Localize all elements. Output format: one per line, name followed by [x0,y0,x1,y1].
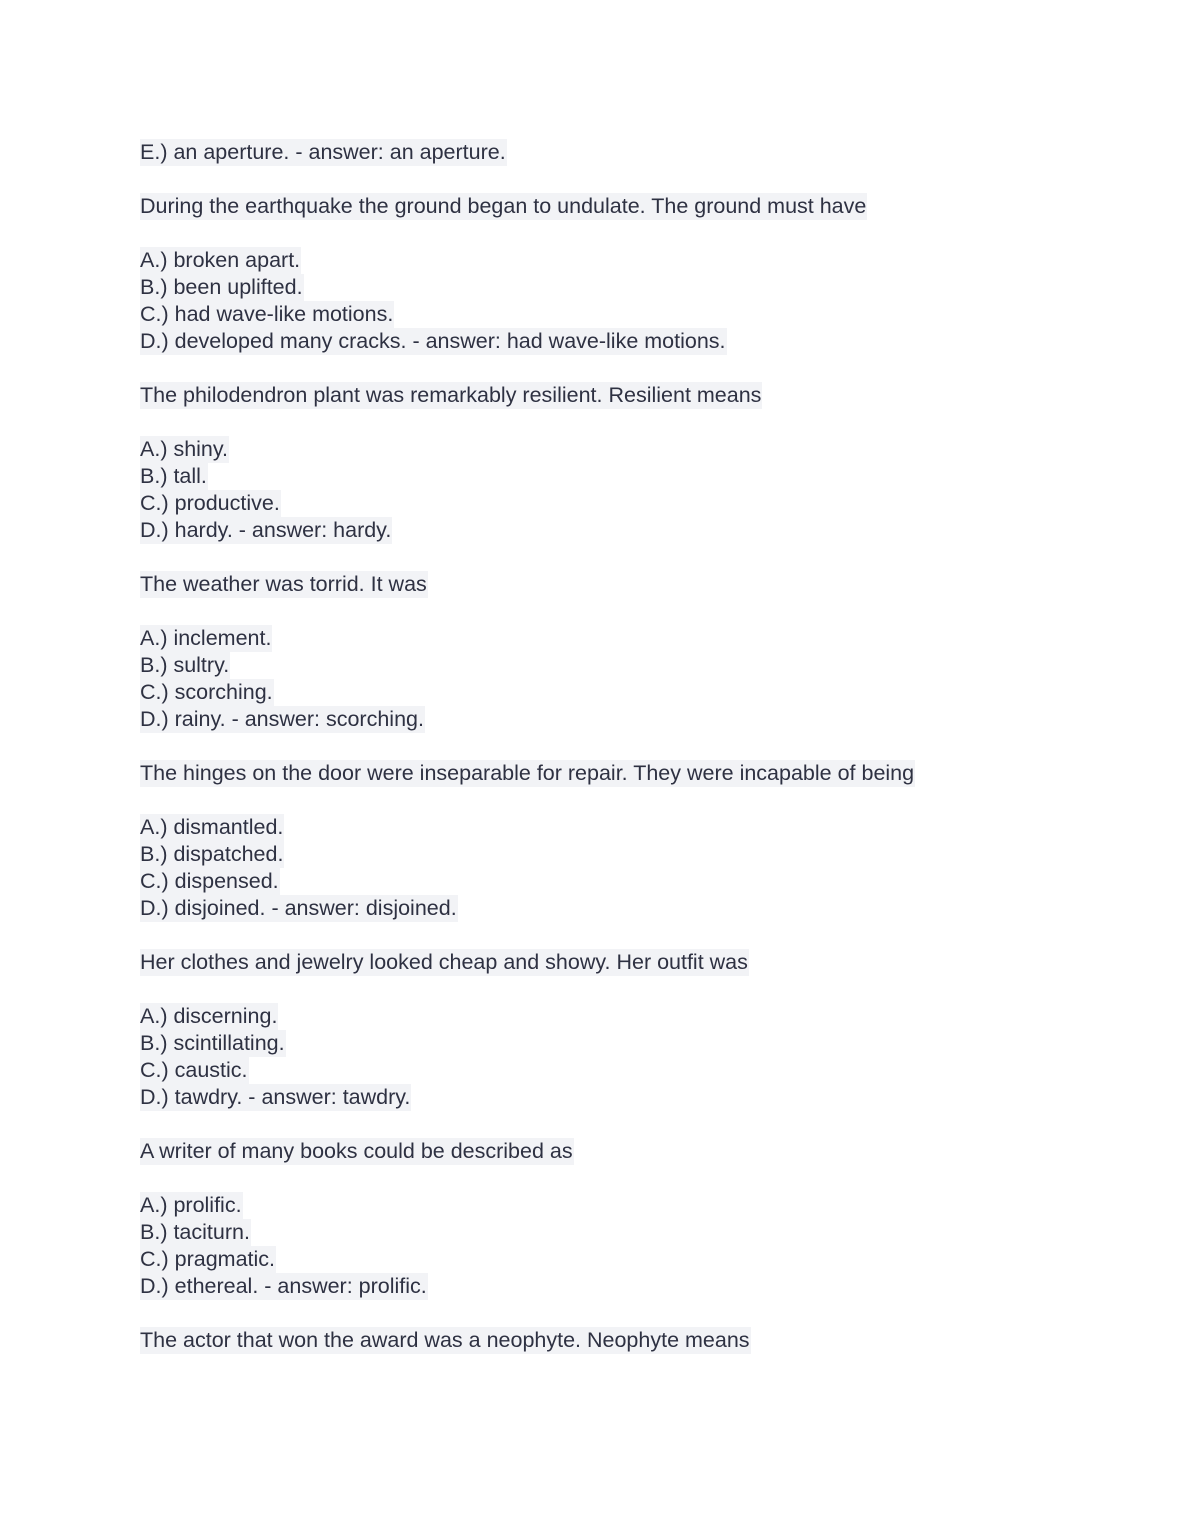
question-prompt: During the earthquake the ground began to undulate. The ground must have [140,194,867,218]
question-prompt: A writer of many books could be described as [140,1139,573,1163]
document-page [140,139,1040,1354]
question-block [140,760,1040,922]
question-prompt: The actor that won the award was a neophyte. Neophyte means [140,1328,750,1352]
question-block [140,193,1040,355]
options-list [140,625,1040,733]
option-d-answer: D.) developed many cracks. - answer: had wave-like motions. [140,329,726,353]
question-prompt: The weather was torrid. It was [140,572,427,596]
option-b: B.) tall. [140,464,207,488]
option-a: A.) discerning. [140,1004,278,1028]
option-d-answer: D.) disjoined. - answer: disjoined. [140,896,457,920]
option-d-answer: D.) rainy. - answer: scorching. [140,707,424,731]
option-d-answer: D.) ethereal. - answer: prolific. [140,1274,427,1298]
option-c: C.) had wave-like motions. [140,302,394,326]
option-c: C.) pragmatic. [140,1247,276,1271]
options-list [140,1003,1040,1111]
option-b: B.) scintillating. [140,1031,285,1055]
option-d-answer: D.) hardy. - answer: hardy. [140,518,392,542]
question-prompt: The philodendron plant was remarkably resilient. Resilient means [140,383,762,407]
options-list [140,436,1040,544]
options-list [140,247,1040,355]
option-c: C.) productive. [140,491,280,515]
option-b: B.) sultry. [140,653,230,677]
option-d-answer: D.) tawdry. - answer: tawdry. [140,1085,411,1109]
option-a: A.) dismantled. [140,815,284,839]
question-prompt: Her clothes and jewelry looked cheap and showy. Her outfit was [140,950,748,974]
question-block [140,949,1040,1111]
option-c: C.) dispensed. [140,869,279,893]
options-list [140,814,1040,922]
option-c: C.) caustic. [140,1058,248,1082]
option-b: B.) dispatched. [140,842,284,866]
option-a: A.) broken apart. [140,248,301,272]
question-block [140,571,1040,733]
option-a: A.) inclement. [140,626,272,650]
option-b: B.) taciturn. [140,1220,250,1244]
option-a: A.) shiny. [140,437,229,461]
question-block [140,1327,1040,1354]
option-b: B.) been uplifted. [140,275,303,299]
question-block [140,382,1040,544]
intro-answer-line: E.) an aperture. - answer: an aperture. [140,140,506,164]
options-list [140,1192,1040,1300]
option-a: A.) prolific. [140,1193,242,1217]
question-block [140,1138,1040,1300]
question-prompt: The hinges on the door were inseparable for repair. They were incapable of being [140,761,915,785]
option-c: C.) scorching. [140,680,273,704]
